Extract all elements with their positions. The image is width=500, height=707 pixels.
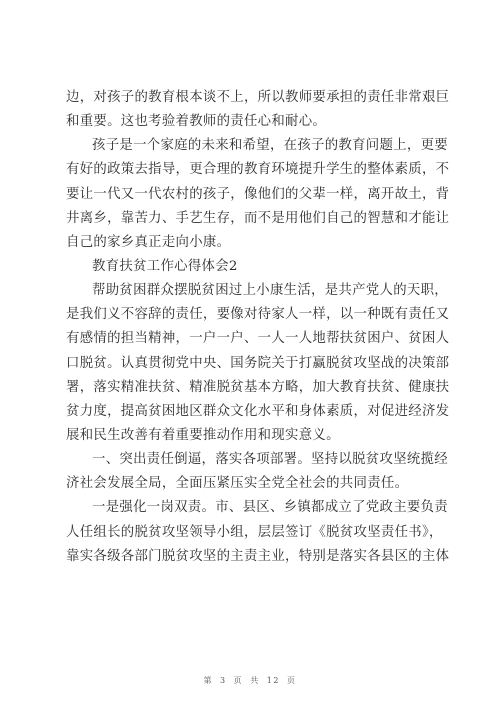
- text-line-15: 展和民生改善有着重要推动作用和现实意义。: [66, 427, 340, 443]
- text-line-3: 孩子是一个家庭的未来和希望，在孩子的教育问题上，更要: [92, 138, 448, 154]
- text-line-20: 靠实各级各部门脱贫攻坚的主责主业，特别是落实各县区的主体: [66, 548, 450, 564]
- text-line-2: 和重要。这也考验着教师的责任心和耐心。: [66, 114, 327, 130]
- text-line-1: 边，对孩子的教育根本谈不上，所以教师要承担的责任非常艰巨: [66, 90, 450, 105]
- text-line-12: 口脱贫。认真贯彻党中央、国务院关于打赢脱贫攻坚战的决策部: [66, 355, 450, 371]
- text-line-14: 贫力度，提高贫困地区群众文化水平和身体素质，对促进经济发: [66, 403, 450, 419]
- text-line-7: 自己的家乡真正走向小康。: [66, 234, 231, 250]
- text-line-13: 署，落实精准扶贫、精准脱贫基本方略，加大教育扶贫、健康扶: [66, 379, 450, 395]
- text-line-11: 有感情的担当精神，一户一户、一人一人地帮扶贫困户、贫困人: [66, 331, 450, 347]
- text-line-9: 帮助贫困群众摆脱贫困过上小康生活，是共产党人的天职，: [92, 283, 448, 299]
- text-line-5: 要让一代又一代农村的孩子，像他们的父辈一样，离开故土，背: [66, 186, 450, 202]
- text-line-4: 有好的政策去指导，更合理的教育环境提升学生的整体素质，不: [66, 162, 450, 178]
- text-line-10: 是我们义不容辞的责任，要像对待家人一样，以一种既有责任又: [66, 307, 450, 323]
- page-number-footer: 第 3 页 共 12 页: [203, 676, 297, 685]
- text-line-6: 井离乡，靠苦力、手艺生存，而不是用他们自己的智慧和才能让: [66, 210, 450, 226]
- text-line-18: 一是强化一岗双责。市、县区、乡镇都成立了党政主要负责: [92, 500, 448, 516]
- text-line-17: 济社会发展全局，全面压紧压实全党全社会的共同责任。: [66, 476, 409, 492]
- text-line-16: 一、突出责任倒逼，落实各项部署。坚持以脱贫攻坚统揽经: [92, 452, 448, 468]
- text-line-19: 人任组长的脱贫攻坚领导小组，层层签订《脱贫攻坚责任书》，: [66, 524, 443, 540]
- section-heading: 教育扶贫工作心得体会2: [92, 258, 238, 274]
- document-body: [66, 86, 450, 569]
